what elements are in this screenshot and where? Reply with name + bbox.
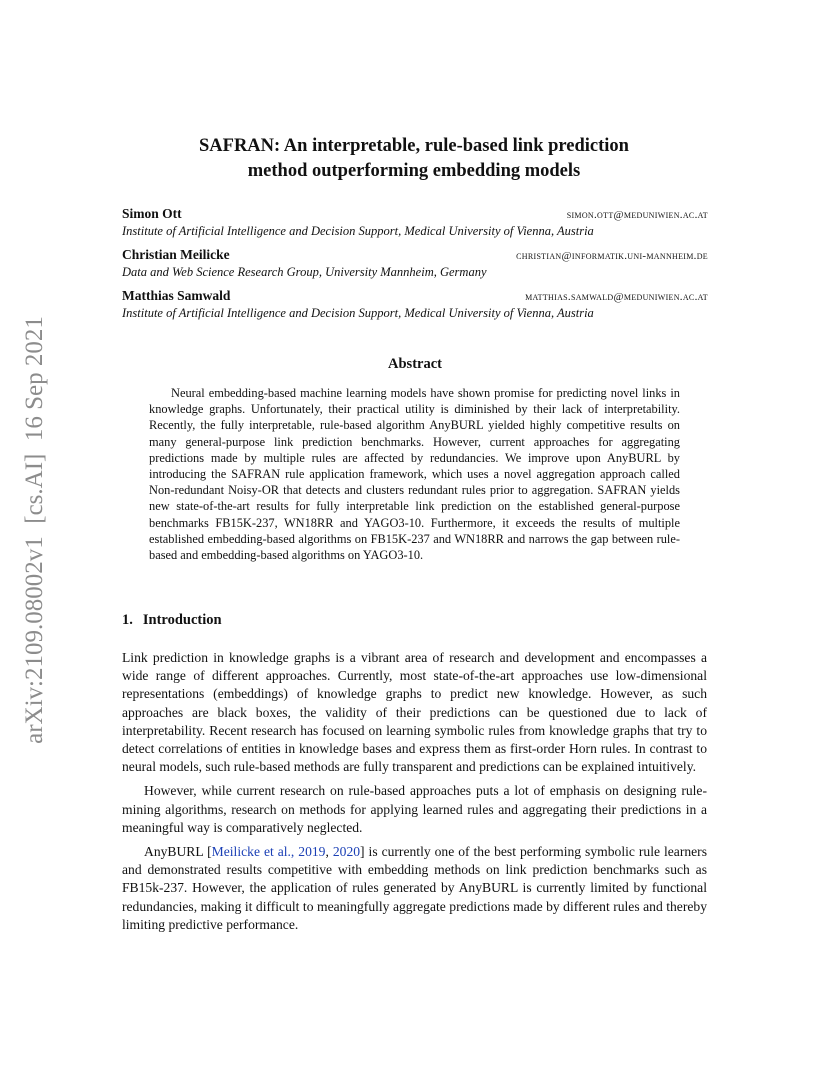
author-email[interactable]: christian@informatik.uni-mannheim.de (516, 250, 708, 262)
author-row (122, 247, 708, 263)
author-affiliation: Institute of Artificial Intelligence and Decision Support, Medical University of Vienna, Austria (122, 224, 594, 238)
author-name: Christian Meilicke (122, 247, 230, 262)
section-title: Introduction (142, 612, 222, 628)
abstract-heading: Abstract (388, 356, 442, 372)
arxiv-stamp-svg (10, 300, 54, 760)
citation-link[interactable]: 2020 (332, 844, 361, 860)
abstract-text: Neural embedding-based machine learning models have shown promise for predicting novel links in knowledge graphs. Unfortunately, their practical utility is diminished by their lack of interpretability. Recently, the fully interpretable, rule-based algorithm AnyBURL yielded highly competitive results on many general-purpose link prediction benchmarks. However, current approaches for aggregating predictions made by multiple rules are affected by redundancies. We improve upon AnyBURL by introducing the SAFRAN rule application framework, which uses a novel aggregation approach called Non-redundant Noisy-OR that detects and clusters redundant rules prior to aggregation. SAFRAN yields new state-of-the-art results for fully interpretable link prediction on the established general-purpose benchmarks FB15K-237, WN18RR and YAGO3-10. Furthermore, it exceeds the results of multiple established embedding-based algorithms on FB15K-237 and WN18RR and narrows the gap between rule-based and embedding-based algorithms on YAGO3-10. (149, 386, 680, 563)
author-block-1 (122, 206, 708, 239)
title-line-1: SAFRAN: An interpretable, rule-based link prediction (199, 136, 629, 156)
paper-title (122, 134, 706, 184)
paragraph-text: , (325, 844, 333, 860)
author-row (122, 206, 708, 222)
author-block-3 (122, 288, 708, 321)
author-email[interactable]: simon.ott@meduniwien.ac.at (566, 209, 708, 221)
body-paragraph-1: Link prediction in knowledge graphs is a vibrant area of research and development and encompasses a wide range of different approaches. Currently, most state-of-the-art approaches use low-dimensional representations (embeddings) of knowledge graphs to predict new knowledge. However, as such approaches are black boxes, the validity of their predictions can be questioned due to lack of interpretability. Recent research has focused on learning symbolic rules from knowledge graphs that try to detect correlations of entities in knowledge bases and express them as first-order Horn rules. In contrast to neural models, such rule-based methods are fully transparent and predictions can be explained intuitively. (122, 650, 707, 775)
author-block-2 (122, 247, 708, 280)
arxiv-identifier-stamp (10, 300, 54, 760)
paragraph-text: AnyBURL [ (144, 844, 212, 860)
author-email[interactable]: matthias.samwald@meduniwien.ac.at (525, 291, 708, 303)
author-affiliation: Data and Web Science Research Group, University Mannheim, Germany (122, 265, 487, 279)
section-body (122, 649, 707, 940)
section-number: 1. (122, 612, 133, 628)
author-name: Matthias Samwald (122, 288, 231, 303)
author-affiliation: Institute of Artificial Intelligence and Decision Support, Medical University of Vienna, Austria (122, 306, 594, 320)
arxiv-identifier-text: arXiv:2109.08002v1 [cs.AI] 16 Sep 2021 (21, 316, 48, 744)
paragraph-text: ] is currently one of the best performing symbolic rule learners and demonstrated results competitive with embedding methods on link prediction benchmarks such as FB15k-237. However, the application of rules generated by AnyBURL is currently limited by functional redundancies, making it difficult to meaningfully aggregate predictions made by different rules and thereby limiting predictive performance. (122, 844, 707, 932)
title-line-2: method outperforming embedding models (247, 161, 581, 181)
body-paragraph-3 (122, 843, 707, 934)
author-row (122, 288, 708, 304)
section-heading (122, 612, 222, 629)
body-paragraph-2: However, while current research on rule-based approaches puts a lot of emphasis on designing rule-mining algorithms, research on methods for applying learned rules and aggregating their predictions in a meaningful way is comparatively neglected. (122, 783, 707, 835)
author-name: Simon Ott (122, 206, 182, 221)
citation-link[interactable]: Meilicke et al., 2019 (211, 844, 326, 860)
